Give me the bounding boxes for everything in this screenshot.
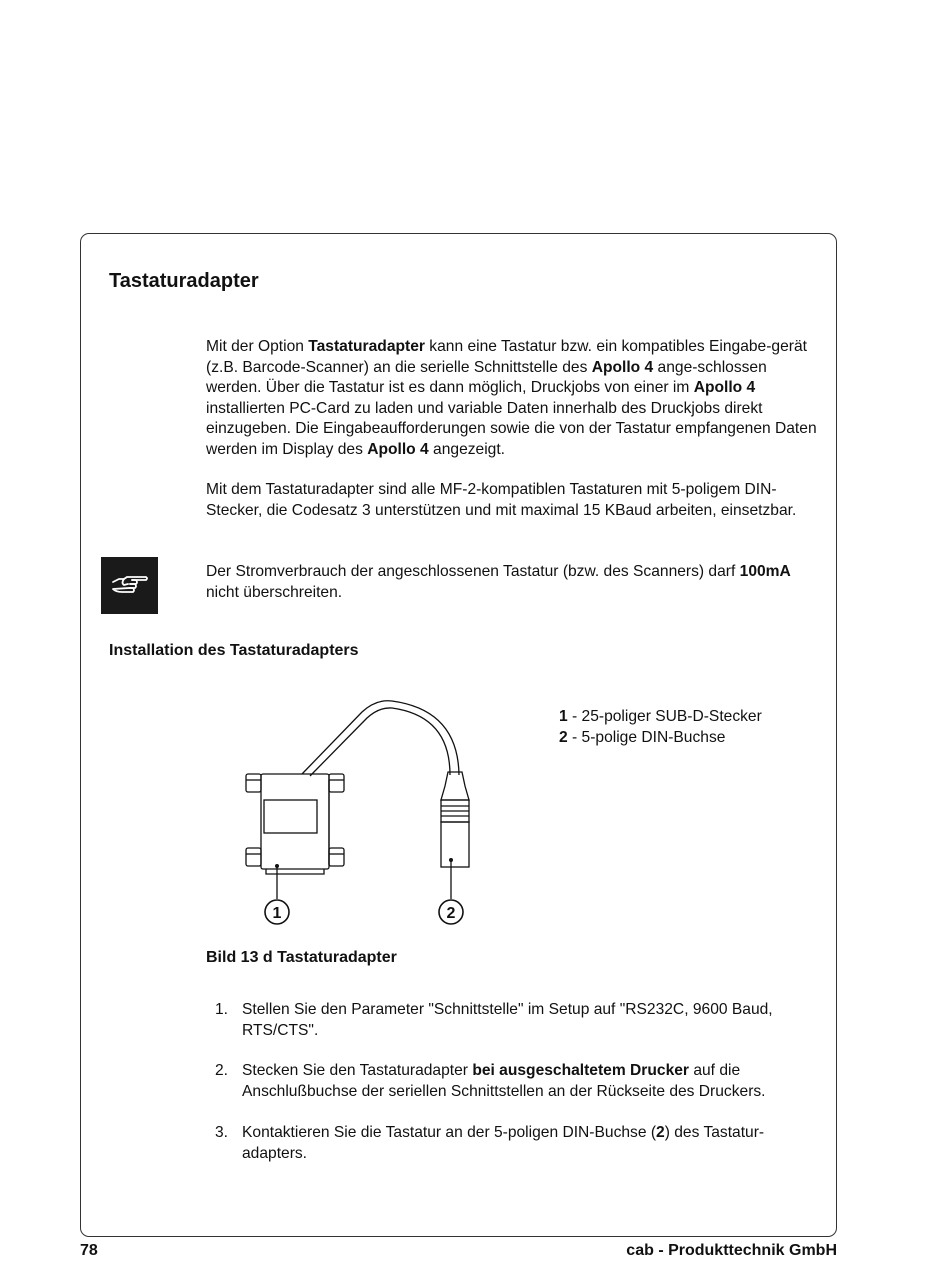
screw-bottom-left bbox=[246, 848, 261, 866]
subd-connector-body bbox=[261, 774, 329, 869]
compatibility-paragraph: Mit dem Tastaturadapter sind alle MF-2-kompatiblen Tastaturen mit 5-poligem DIN-Stecker, die Codesatz 3 unterstützen und mit maximal 15 KBaud arbeiten, einsetzbar. bbox=[206, 481, 797, 519]
intro-paragraph: Mit der Option Tastaturadapter kann eine Tastatur bzw. ein kompatibles Eingabe-gerät (z.B. Barcode-Scanner) an die serielle Schnittstelle des Apollo 4 ange-schlossen werden. Über die Tastatur ist es dann möglich, Druckjobs von einer im Apollo 4 installierten PC-Card zu laden und variable Daten innerhalb des Druckjobs direkt einzugeben. Die Eingabeaufforderungen sowie die von der Tastatur empfangenen Daten werden im Display des Apollo 4 angezeigt. bbox=[206, 338, 817, 458]
page-number: 78 bbox=[80, 1242, 98, 1259]
screw-bottom-right bbox=[329, 848, 344, 866]
list-item: 3. Kontaktieren Sie die Tastatur an der 5-poligen DIN-Buchse (2) des Tastatur-adapters. bbox=[215, 1124, 765, 1162]
screw-top-right bbox=[329, 774, 344, 792]
adapter-illustration bbox=[230, 690, 490, 935]
figure-caption: Bild 13 d Tastaturadapter bbox=[206, 949, 397, 966]
din-socket bbox=[441, 822, 469, 867]
screw-top-left bbox=[246, 774, 261, 792]
power-note: Der Stromverbrauch der angeschlossenen Tastatur (bzw. des Scanners) darf 100mA nicht überschreiten. bbox=[206, 563, 791, 601]
subd-label-area bbox=[264, 800, 317, 833]
cable bbox=[302, 701, 459, 775]
callout-label-2: 2 bbox=[446, 905, 456, 922]
installation-heading: Installation des Tastaturadapters bbox=[109, 642, 359, 659]
din-strain-relief bbox=[441, 772, 469, 800]
legend-item-1: 1 - 25-poliger SUB-D-Stecker bbox=[559, 708, 762, 725]
cable-inner bbox=[310, 708, 450, 776]
section-title: Tastaturadapter bbox=[109, 270, 259, 292]
legend-item-2: 2 - 5-polige DIN-Buchse bbox=[559, 729, 726, 746]
list-item: 1. Stellen Sie den Parameter "Schnittstelle" im Setup auf "RS232C, 9600 Baud, RTS/CTS". bbox=[215, 1001, 773, 1039]
list-item: 2. Stecken Sie den Tastaturadapter bei ausgeschaltetem Drucker auf die Anschlußbuchse der seriellen Schnittstellen an der Rückseite des Druckers. bbox=[215, 1062, 766, 1100]
note-marker bbox=[101, 557, 158, 614]
company-name: cab - Produkttechnik GmbH bbox=[626, 1242, 837, 1259]
callout-label-1: 1 bbox=[272, 905, 282, 922]
pointing-hand-icon bbox=[110, 573, 150, 599]
